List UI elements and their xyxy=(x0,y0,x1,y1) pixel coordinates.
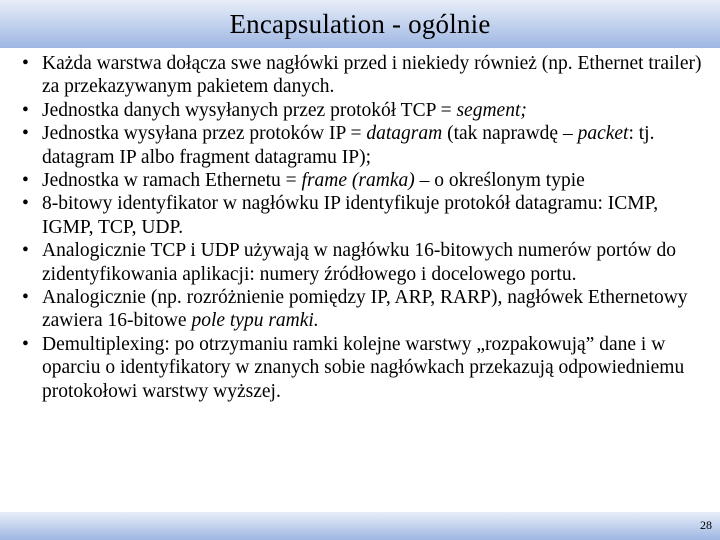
slide-title: Encapsulation - ogólnie xyxy=(229,8,491,39)
bullet-text: Jednostka w ramach Ethernetu = xyxy=(42,170,302,192)
bullet-item xyxy=(22,286,714,333)
bullet-text: Każda warstwa dołącza swe nagłówki przed i niekiedy również (np. Ethernet trailer) za przekazywanym pakietem danych. xyxy=(42,53,702,98)
bullet-dot: • xyxy=(22,333,29,355)
bullet-item xyxy=(22,169,714,192)
bullet-text: Jednostka wysyłana przez protoków IP = xyxy=(42,123,367,145)
bullet-text: (tak naprawdę – xyxy=(442,123,578,145)
footer-bar xyxy=(0,512,720,540)
bullet-text: 8-bitowy identyfikator w nagłówku IP identyfikuje protokół datagramu: ICMP, IGMP, TCP, UDP. xyxy=(42,193,659,238)
bullet-dot: • xyxy=(22,99,29,121)
bullet-text: Demultiplexing: po otrzymaniu ramki kolejne warstwy „rozpakowują” dane i w oparciu o identyfikatory w znanych sobie nagłówkach przekazują odpowiedniemu protokołowi warstwy wyższej. xyxy=(42,333,685,402)
bullet-text: pole typu ramki. xyxy=(191,310,319,332)
bullet-item xyxy=(22,333,714,403)
title-bar xyxy=(0,0,720,48)
bullet-list xyxy=(22,52,714,403)
bullet-dot: • xyxy=(22,53,29,74)
bullet-dot: • xyxy=(22,240,29,262)
bullet-text: packet xyxy=(577,123,629,145)
bullet-item xyxy=(22,192,714,239)
bullet-item xyxy=(22,239,714,286)
bullet-item xyxy=(22,52,714,99)
bullet-item xyxy=(22,99,714,122)
bullet-text: – o określonym typie xyxy=(414,170,585,192)
bullet-text: : tj. datagram IP albo fragment datagramu IP); xyxy=(42,123,655,168)
bullet-text: Jednostka danych wysyłanych przez protokół TCP = xyxy=(42,99,457,121)
slide-content xyxy=(22,52,714,403)
bullet-dot: • xyxy=(22,170,29,192)
bullet-text: Analogicznie TCP i UDP używają w nagłówku 16-bitowych numerów portów do zidentyfikowania aplikacji: numery źródłowego i docelowego portu. xyxy=(42,240,677,285)
bullet-dot: • xyxy=(22,193,29,215)
bullet-item xyxy=(22,122,714,169)
bullet-text: frame (ramka) xyxy=(301,170,415,192)
bullet-dot: • xyxy=(22,123,29,145)
bullet-dot: • xyxy=(22,287,29,309)
bullet-text: Analogicznie (np. rozróżnienie pomiędzy IP, ARP, RARP), nagłówek Ethernetowy zawiera 16-bitowe xyxy=(42,287,688,332)
bullet-text: segment; xyxy=(456,99,527,121)
page-number: 28 xyxy=(700,518,712,532)
bullet-text: datagram xyxy=(366,123,443,145)
